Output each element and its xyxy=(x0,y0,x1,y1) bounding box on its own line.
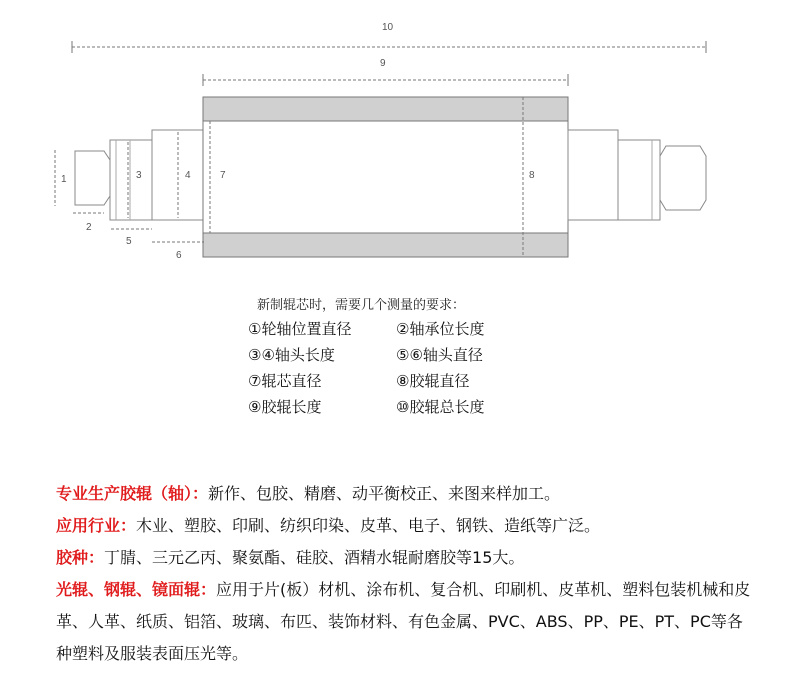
dim-label-5: 5 xyxy=(126,236,132,247)
info-text: 丁腈、三元乙丙、聚氨酯、硅胶、酒精水辊耐磨胶等15大。 xyxy=(104,548,525,567)
info-label: 光辊、钢辊、镜面辊： xyxy=(56,580,217,599)
requirements-title: 新制辊芯时，需要几个测量的要求： xyxy=(257,298,466,313)
roller-core xyxy=(203,121,568,233)
requirement-item: ⑧胶辊直径 xyxy=(396,372,470,390)
dim-label-9: 9 xyxy=(380,58,386,69)
info-text: 木业、塑胶、印刷、纺织印染、皮革、电子、钢铁、造纸等广泛。 xyxy=(136,516,601,535)
dim-label-2: 2 xyxy=(86,222,92,233)
dim-label-3: 3 xyxy=(136,170,142,181)
requirement-item: ⑦辊芯直径 xyxy=(248,372,322,390)
info-label: 胶种： xyxy=(56,548,105,567)
info-text: 应用于片(板）材机、涂布机、复合机、印刷机、皮革机、塑料包装机械和皮革、人革、纸质、铝箔、玻璃、布匹、装饰材料、有色金属、PVC、ABS、PP、PE、PT、PC等各种塑料及服装表面压光等。 xyxy=(56,580,751,663)
dim-label-6: 6 xyxy=(176,250,182,261)
requirement-item: ⑩胶辊总长度 xyxy=(396,398,485,416)
product-info xyxy=(56,478,756,670)
requirements-list xyxy=(248,318,548,418)
right-bearing-seat xyxy=(618,140,660,220)
dim-label-10: 10 xyxy=(382,22,394,33)
requirement-item: ⑨胶辊长度 xyxy=(248,398,322,416)
requirement-item: ①轮轴位置直径 xyxy=(248,320,352,338)
dim-label-1: 1 xyxy=(61,174,67,185)
info-paragraph xyxy=(56,574,756,670)
requirement-item: ②轴承位长度 xyxy=(396,320,485,338)
right-shaft-head xyxy=(568,130,618,220)
right-shaft-end xyxy=(660,146,706,210)
left-shaft-end xyxy=(75,151,110,205)
dim-label-8: 8 xyxy=(529,170,535,181)
requirement-item: ③④轴头长度 xyxy=(248,346,335,364)
info-paragraph xyxy=(56,510,756,542)
dim-label-4: 4 xyxy=(185,170,191,181)
rubber-top-layer xyxy=(203,97,568,121)
requirement-item: ⑤⑥轴头直径 xyxy=(396,346,483,364)
info-text: 新作、包胶、精磨、动平衡校正、来图来样加工。 xyxy=(208,484,561,503)
info-paragraph xyxy=(56,542,756,574)
rubber-bottom-layer xyxy=(203,233,568,257)
dim-label-7: 7 xyxy=(220,170,226,181)
roller-diagram xyxy=(0,0,790,290)
info-label: 应用行业： xyxy=(56,516,137,535)
info-label: 专业生产胶辊（轴）： xyxy=(56,484,209,503)
info-paragraph xyxy=(56,478,756,510)
